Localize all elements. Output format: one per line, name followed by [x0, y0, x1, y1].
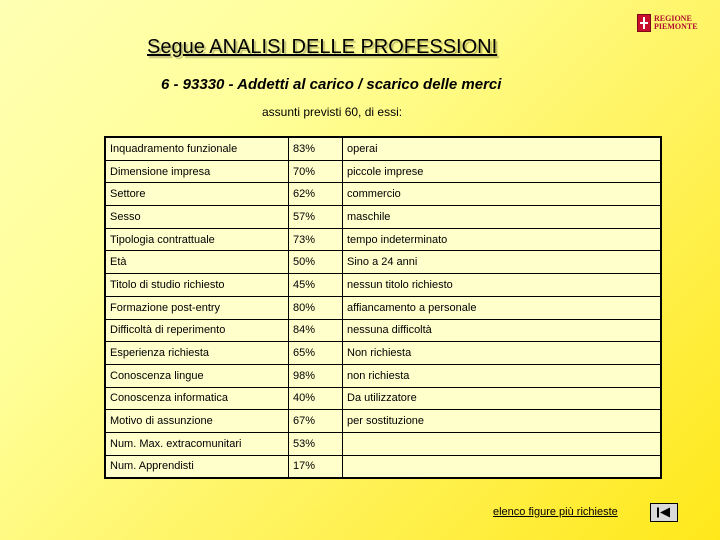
row-percentage: 62%: [289, 183, 343, 206]
row-value: [343, 455, 662, 478]
row-percentage: 57%: [289, 206, 343, 229]
page-title: Segue ANALISI DELLE PROFESSIONI: [147, 36, 498, 58]
row-value: Sino a 24 anni: [343, 251, 662, 274]
table-row: [105, 296, 661, 319]
table-row: [105, 251, 661, 274]
row-value: piccole imprese: [343, 160, 662, 183]
row-percentage: 80%: [289, 296, 343, 319]
row-label: Difficoltà di reperimento: [105, 319, 289, 342]
row-value: affiancamento a personale: [343, 296, 662, 319]
row-percentage: 98%: [289, 364, 343, 387]
row-label: Motivo di assunzione: [105, 410, 289, 433]
row-label: Età: [105, 251, 289, 274]
row-value: maschile: [343, 206, 662, 229]
table-row: [105, 455, 661, 478]
regione-shield-icon: [637, 14, 651, 32]
row-label: Conoscenza lingue: [105, 364, 289, 387]
row-value: [343, 432, 662, 455]
row-percentage: 70%: [289, 160, 343, 183]
row-percentage: 65%: [289, 342, 343, 365]
logo-line-1: REGIONE: [654, 14, 692, 23]
row-label: Titolo di studio richiesto: [105, 274, 289, 297]
row-label: Conoscenza informatica: [105, 387, 289, 410]
row-label: Esperienza richiesta: [105, 342, 289, 365]
logo-line-2: PIEMONTE: [654, 22, 698, 31]
row-value: per sostituzione: [343, 410, 662, 433]
regione-piemonte-logo: [637, 12, 701, 34]
row-label: Num. Max. extracomunitari: [105, 432, 289, 455]
row-value: nessuna difficoltà: [343, 319, 662, 342]
table-row: [105, 160, 661, 183]
table-row: [105, 206, 661, 229]
most-requested-figures-link[interactable]: elenco figure più richieste: [493, 506, 618, 518]
row-value: Non richiesta: [343, 342, 662, 365]
row-percentage: 73%: [289, 228, 343, 251]
table-row: [105, 387, 661, 410]
row-label: Dimensione impresa: [105, 160, 289, 183]
table-row: [105, 342, 661, 365]
row-percentage: 17%: [289, 455, 343, 478]
row-percentage: 84%: [289, 319, 343, 342]
row-value: Da utilizzatore: [343, 387, 662, 410]
table-row: [105, 137, 661, 160]
row-value: commercio: [343, 183, 662, 206]
row-label: Num. Apprendisti: [105, 455, 289, 478]
row-value: operai: [343, 137, 662, 160]
table-row: [105, 183, 661, 206]
row-label: Settore: [105, 183, 289, 206]
first-page-icon: [654, 506, 674, 519]
row-label: Tipologia contrattuale: [105, 228, 289, 251]
row-percentage: 40%: [289, 387, 343, 410]
table-row: [105, 410, 661, 433]
table-row: [105, 364, 661, 387]
row-percentage: 53%: [289, 432, 343, 455]
table-row: [105, 432, 661, 455]
table-row: [105, 319, 661, 342]
first-page-button[interactable]: [650, 503, 678, 522]
row-percentage: 45%: [289, 274, 343, 297]
row-percentage: 83%: [289, 137, 343, 160]
table-row: [105, 228, 661, 251]
profession-subtitle: 6 - 93330 - Addetti al carico / scarico delle merci: [161, 76, 502, 93]
row-value: tempo indeterminato: [343, 228, 662, 251]
table-row: [105, 274, 661, 297]
analysis-table: [104, 136, 662, 479]
row-percentage: 67%: [289, 410, 343, 433]
row-value: non richiesta: [343, 364, 662, 387]
hiring-note: assunti previsti 60, di essi:: [262, 105, 403, 119]
row-value: nessun titolo richiesto: [343, 274, 662, 297]
row-label: Inquadramento funzionale: [105, 137, 289, 160]
row-percentage: 50%: [289, 251, 343, 274]
row-label: Sesso: [105, 206, 289, 229]
row-label: Formazione post-entry: [105, 296, 289, 319]
